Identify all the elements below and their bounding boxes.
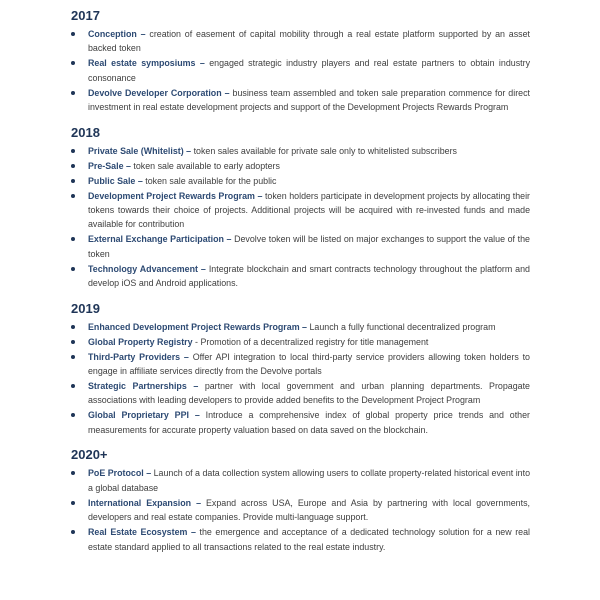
milestone-separator: – (223, 234, 235, 245)
bullet-icon (71, 237, 75, 241)
milestone-description: Promotion of a decentralized registry for title management (200, 336, 429, 347)
milestone-description: creation of easement of capital mobility through a real estate platform supported by an asset backed token (88, 29, 530, 54)
milestone-separator: – (186, 381, 205, 392)
milestone-title: Enhanced Development Project Rewards Program (88, 321, 300, 332)
milestone-description: Introduce a comprehensive index of global property price trends and other measurements for accurate property valuation based on data saved on the blockchain. (88, 410, 530, 435)
milestone-title: Private Sale (Whitelist) (88, 145, 184, 156)
bullet-icon (71, 413, 75, 417)
milestone-description: Launch a fully functional decentralized program (309, 321, 496, 332)
milestone-title: Public Sale (88, 175, 136, 186)
roadmap-section-1 (70, 125, 530, 291)
bullet-icon (71, 355, 75, 359)
year-heading: 2019 (71, 300, 100, 316)
milestone-title: Strategic Partnerships (88, 381, 187, 392)
milestone-item (70, 159, 530, 173)
milestone-title: Devolve Developer Corporation (88, 87, 222, 98)
year-heading: 2020+ (71, 447, 108, 463)
milestone-separator: – (187, 527, 200, 538)
bullet-icon (71, 149, 75, 153)
milestone-item (70, 496, 530, 525)
milestone-list (70, 466, 530, 554)
milestone-item (70, 350, 530, 379)
milestone-item (70, 320, 530, 334)
milestone-separator: – (180, 351, 193, 362)
bullet-icon (71, 267, 75, 271)
milestone-separator: – (143, 468, 154, 479)
milestone-title: International Expansion (88, 497, 192, 508)
bullet-icon (71, 194, 75, 198)
milestone-description: Devolve token will be listed on major exchanges to support the value of the token (88, 234, 530, 259)
milestone-item (70, 262, 530, 291)
roadmap-section-0 (70, 8, 530, 115)
bullet-icon (71, 340, 75, 344)
bullet-icon (71, 501, 75, 505)
milestone-separator: – (136, 29, 150, 39)
milestone-title: Technology Advancement (88, 263, 198, 274)
milestone-item (70, 174, 530, 188)
bullet-icon (71, 325, 75, 329)
milestone-title: Pre-Sale (88, 160, 124, 171)
milestone-separator: – (123, 160, 134, 171)
milestone-separator: – (195, 58, 210, 69)
milestone-description: token holders participate in development projects by allocating their tokens towards their choice of projects. Additional projects will be acquired with re-invested funds and made available for contribution (88, 190, 530, 230)
year-heading: 2017 (71, 8, 100, 23)
milestone-separator: – (135, 175, 146, 186)
roadmap-section-3 (70, 447, 530, 554)
milestone-item (70, 27, 530, 56)
bullet-icon (71, 61, 75, 65)
milestone-description: the emergence and acceptance of a dedicated technology solution for a new real estate standard applied to all transactions related to the real estate industry. (88, 527, 531, 552)
milestone-separator: – (221, 87, 233, 98)
milestone-separator: - (192, 336, 201, 347)
milestone-description: Integrate blockchain and smart contracts technology throughout the platform and develop iOS and Android applications. (88, 263, 530, 289)
milestone-separator: – (191, 497, 206, 508)
milestone-separator: – (254, 190, 265, 201)
milestone-list (70, 144, 530, 291)
bullet-icon (71, 91, 75, 95)
milestone-item (70, 525, 530, 554)
milestone-item (70, 466, 530, 495)
bullet-icon (71, 32, 75, 36)
milestone-list (70, 27, 530, 115)
milestone-item (70, 335, 530, 349)
milestone-description: Expand across USA, Europe and Asia by partnering with local governments, developers and real estate companies. Provide multi-language support. (88, 497, 530, 523)
milestone-item (70, 86, 530, 115)
milestone-title: PoE Protocol (88, 468, 144, 479)
milestone-item (70, 189, 530, 232)
milestone-description: token sale available to early adopters (133, 160, 280, 171)
milestone-description: Launch of a data collection system allowing users to collate property-related historical event into a global database (88, 468, 531, 493)
milestone-title: Global Property Registry (88, 336, 193, 347)
milestone-title: Third-Party Providers (88, 351, 181, 362)
milestone-description: token sales available for private sale only to whitelisted subscribers (193, 145, 457, 156)
milestone-description: token sale available for the public (145, 175, 277, 186)
milestone-description: business team assembled and token sale preparation commence for direct investment in real estate development projects and support of the Development Projects Rewards Program (88, 87, 530, 113)
bullet-icon (71, 530, 75, 534)
milestone-description: partner with local government and urban planning departments. Propagate associations with leading developers to provide added benefits to the Development Project Program (88, 381, 530, 406)
milestone-separator: – (197, 263, 209, 274)
milestone-title: Real estate symposiums (88, 58, 196, 69)
milestone-item (70, 232, 530, 261)
milestone-description: engaged strategic industry players and real estate partners to obtain industry consonance (88, 58, 531, 83)
bullet-icon (71, 471, 75, 475)
milestone-separator: – (299, 321, 310, 332)
milestone-separator: – (188, 410, 206, 421)
milestone-title: Real Estate Ecosystem (88, 527, 188, 538)
milestone-separator: – (183, 145, 194, 156)
milestone-item (70, 56, 530, 85)
milestone-title: Global Proprietary PPI (88, 410, 189, 421)
milestone-item (70, 408, 530, 437)
year-heading: 2018 (71, 124, 100, 140)
milestone-title: Conception (88, 29, 137, 39)
milestone-item (70, 144, 530, 158)
bullet-icon (71, 384, 75, 388)
milestone-list (70, 320, 530, 438)
milestone-title: External Exchange Participation (88, 234, 224, 245)
bullet-icon (71, 179, 75, 183)
milestone-description: Offer API integration to local third-party service providers allowing token holders to engage in affiliate services directly from the Devolve portals (88, 351, 530, 377)
milestone-title: Development Project Rewards Program (88, 190, 255, 201)
roadmap-section-2 (70, 301, 530, 438)
bullet-icon (71, 164, 75, 168)
milestone-item (70, 379, 530, 408)
